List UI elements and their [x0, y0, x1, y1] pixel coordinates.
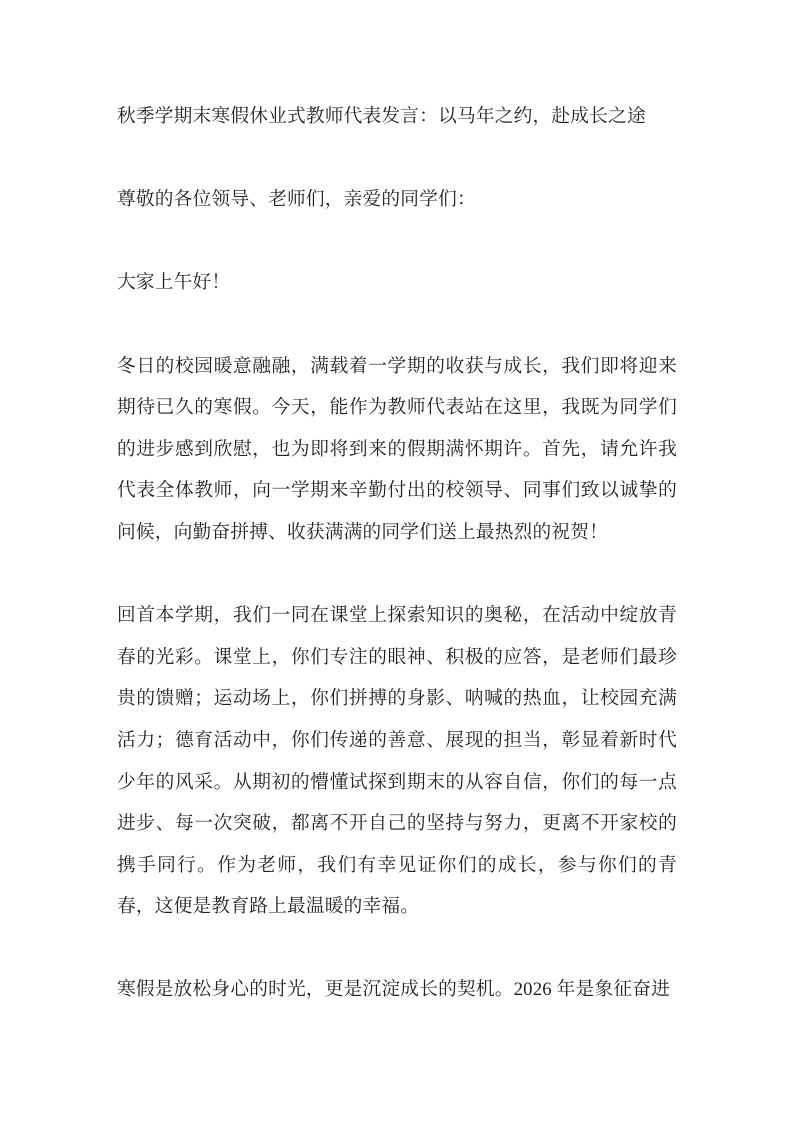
document-title: 秋季学期末寒假休业式教师代表发言：以马年之约，赴成长之途 — [117, 106, 646, 127]
greeting-line: 大家上午好！ — [117, 272, 231, 294]
salutation-line: 尊敬的各位领导、老师们，亲爱的同学们： — [117, 189, 476, 211]
document-body — [117, 96, 677, 1011]
body-paragraph: 冬日的校园暖意融融，满载着一学期的收获与成长，我们即将迎来期待已久的寒假。今天，能作为教师代表站在这里，我既为同学们的进步感到欣慰，也为即将到来的假期满怀期许。首先，请允许我代表全体教师，向一学期来辛勤付出的校领导、同事们致以诚挚的问候，向勤奋拼搏、收获满满的同学们送上最热烈的祝贺！ — [117, 355, 677, 543]
body-paragraph: 回首本学期，我们一同在课堂上探索知识的奥秘，在活动中绽放青春的光彩。课堂上，你们专注的眼神、积极的应答，是老师们最珍贵的馈赠；运动场上，你们拼搏的身影、呐喊的热血，让校园充满活力；德育活动中，你们传递的善意、展现的担当，彰显着新时代少年的风采。从期初的懵懂试探到期末的从容自信，你们的每一点进步、每一次突破，都离不开自己的坚持与努力，更离不开家校的携手同行。作为老师，我们有幸见证你们的成长，参与你们的青春，这便是教育路上最温暖的幸福。 — [117, 605, 677, 918]
body-paragraph: 寒假是放松身心的时光，更是沉淀成长的契机。2026 年是象征奋进 — [117, 979, 671, 1001]
